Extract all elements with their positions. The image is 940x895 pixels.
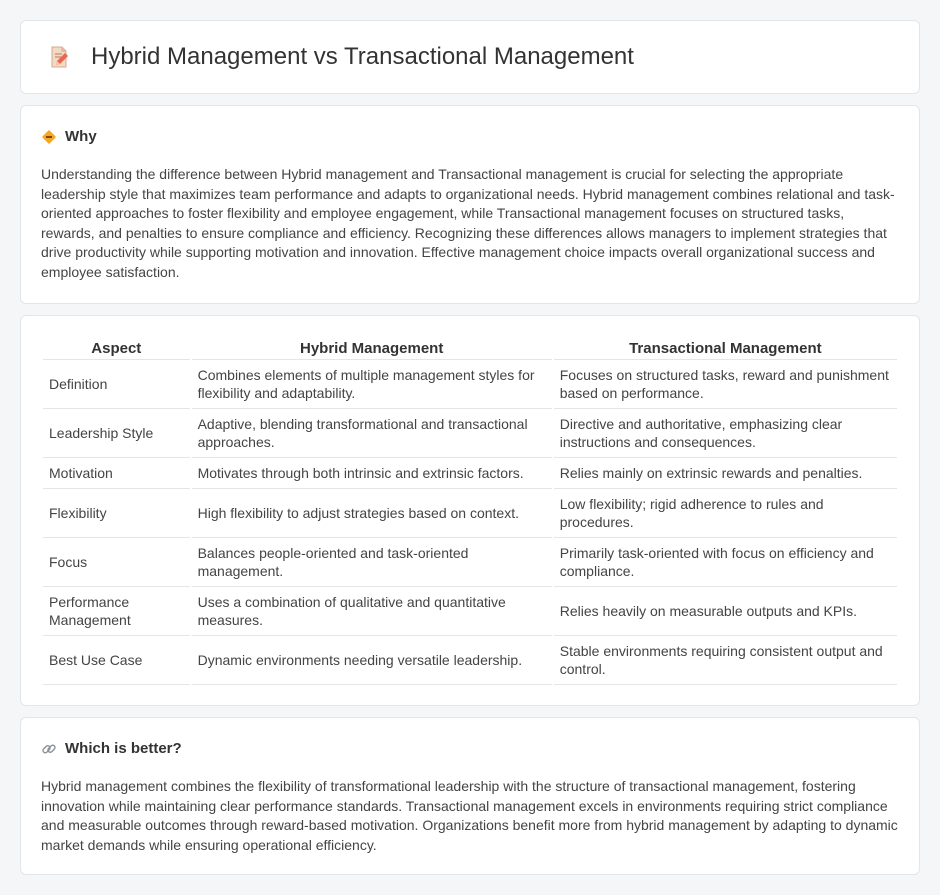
comparison-table: [41, 336, 899, 685]
transactional-cell: Stable environments requiring consistent output and control.: [554, 636, 897, 685]
hybrid-cell: Motivates through both intrinsic and extrinsic factors.: [192, 458, 552, 489]
comparison-section: [20, 315, 920, 706]
hybrid-cell: Dynamic environments needing versatile leadership.: [192, 636, 552, 685]
hybrid-cell: Combines elements of multiple management styles for flexibility and adaptability.: [192, 360, 552, 409]
transactional-cell: Directive and authoritative, emphasizing clear instructions and consequences.: [554, 409, 897, 458]
table-row: [43, 458, 897, 489]
why-title: Why: [65, 128, 97, 145]
aspect-cell: Motivation: [43, 458, 190, 489]
hybrid-cell: High flexibility to adjust strategies based on context.: [192, 489, 552, 538]
header-aspect: Aspect: [43, 336, 190, 360]
why-text: Understanding the difference between Hybrid management and Transactional management is crucial for selecting the appropriate leadership style that maximizes team performance and adapts to organizational needs. Hybrid management combines relational and task-oriented approaches to foster flexibility and employee engagement, while Transactional management focuses on structured tasks, rewards, and penalties to ensure compliance and efficiency. Recognizing these differences allows managers to implement strategies that drive productivity while supporting motivation and innovation. Effective management choice impacts overall organizational success and employee satisfaction.: [41, 166, 895, 280]
document-pencil-icon: [47, 45, 71, 69]
header-transactional: Transactional Management: [554, 336, 897, 360]
hybrid-cell: Balances people-oriented and task-oriented management.: [192, 538, 552, 587]
aspect-cell: Definition: [43, 360, 190, 409]
header-hybrid: Hybrid Management: [192, 336, 552, 360]
page-title: Hybrid Management vs Transactional Management: [91, 43, 634, 70]
hybrid-cell: Adaptive, blending transformational and transactional approaches.: [192, 409, 552, 458]
transactional-cell: Relies mainly on extrinsic rewards and penalties.: [554, 458, 897, 489]
diamond-sign-icon: [41, 129, 57, 145]
title-card: [20, 20, 920, 94]
aspect-cell: Best Use Case: [43, 636, 190, 685]
aspect-cell: Performance Management: [43, 587, 190, 636]
transactional-cell: Relies heavily on measurable outputs and KPIs.: [554, 587, 897, 636]
better-text: Hybrid management combines the flexibility of transformational leadership with the structure of transactional management, fostering innovation while maintaining clear performance standards. Transactional management excels in environments requiring strict compliance and measurable outcomes through reward-based motivation. Organizations benefit more from hybrid management by adapting to dynamic market demands while ensuring operational efficiency.: [41, 778, 898, 853]
table-row: [43, 587, 897, 636]
table-row: [43, 360, 897, 409]
aspect-cell: Focus: [43, 538, 190, 587]
link-icon: [41, 741, 57, 757]
hybrid-cell: Uses a combination of qualitative and quantitative measures.: [192, 587, 552, 636]
why-section: [20, 105, 920, 304]
table-row: [43, 489, 897, 538]
table-row: [43, 538, 897, 587]
transactional-cell: Focuses on structured tasks, reward and punishment based on performance.: [554, 360, 897, 409]
table-row: [43, 636, 897, 685]
aspect-cell: Leadership Style: [43, 409, 190, 458]
which-is-better-section: [20, 717, 920, 875]
transactional-cell: Low flexibility; rigid adherence to rules and procedures.: [554, 489, 897, 538]
table-row: [43, 409, 897, 458]
transactional-cell: Primarily task-oriented with focus on efficiency and compliance.: [554, 538, 897, 587]
aspect-cell: Flexibility: [43, 489, 190, 538]
better-title: Which is better?: [65, 740, 182, 757]
